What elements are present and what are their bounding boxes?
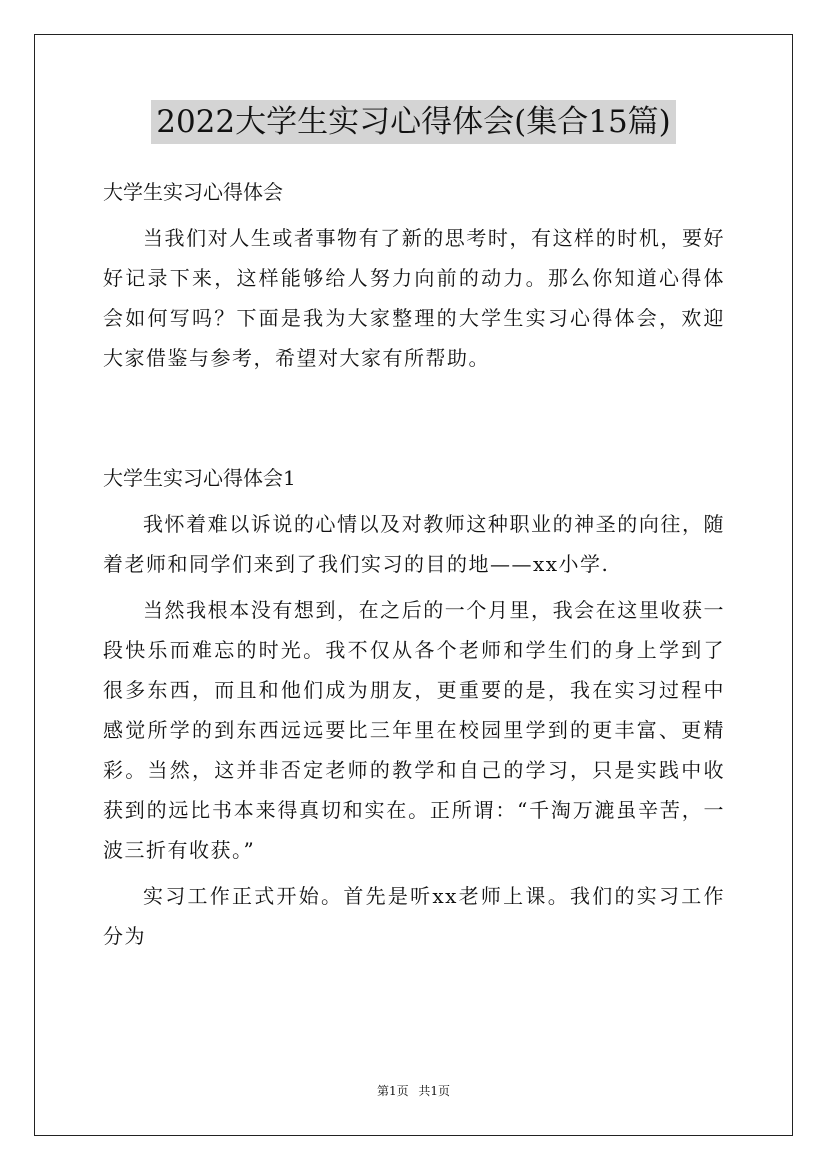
section1-paragraph-2: 当然我根本没有想到，在之后的一个月里，我会在这里收获一段快乐而难忘的时光。我不仅从各个老师和学生们的身上学到了很多东西，而且和他们成为朋友，更重要的是，我在实习过程中感觉所学的到东西远远要比三年里在校园里学到的更丰富、更精彩。当然，这并非否定老师的教学和自己的学习，只是实践中收获到的远比书本来得真切和实在。正所谓：“千淘万漉虽辛苦，一波三折有收获。” [103,598,725,862]
page-number-total: 共1页 [418,1084,451,1098]
section1-paragraph-3: 实习工作正式开始。首先是听xx老师上课。我们的实习工作分为 [103,884,725,948]
section-heading-1: 大学生实习心得体会1 [103,466,296,490]
page-footer [0,1082,827,1099]
intro-paragraph: 当我们对人生或者事物有了新的思考时，有这样的时机，要好好记录下来，这样能够给人努力向前的动力。那么你知道心得体会如何写吗？下面是我为大家整理的大学生实习心得体会，欢迎大家借鉴与参考，希望对大家有所帮助。 [103,226,725,370]
document-title: 2022大学生实习心得体会(集合15篇) [151,100,676,144]
page-number-current: 第1页 [376,1084,409,1098]
intro-heading: 大学生实习心得体会 [103,180,283,204]
section1-paragraph-1: 我怀着难以诉说的心情以及对教师这种职业的神圣的向往，随着老师和同学们来到了我们实习的目的地——xx小学. [103,512,725,576]
title-area [0,100,827,144]
section-spacer [103,378,725,458]
document-body [103,172,725,956]
